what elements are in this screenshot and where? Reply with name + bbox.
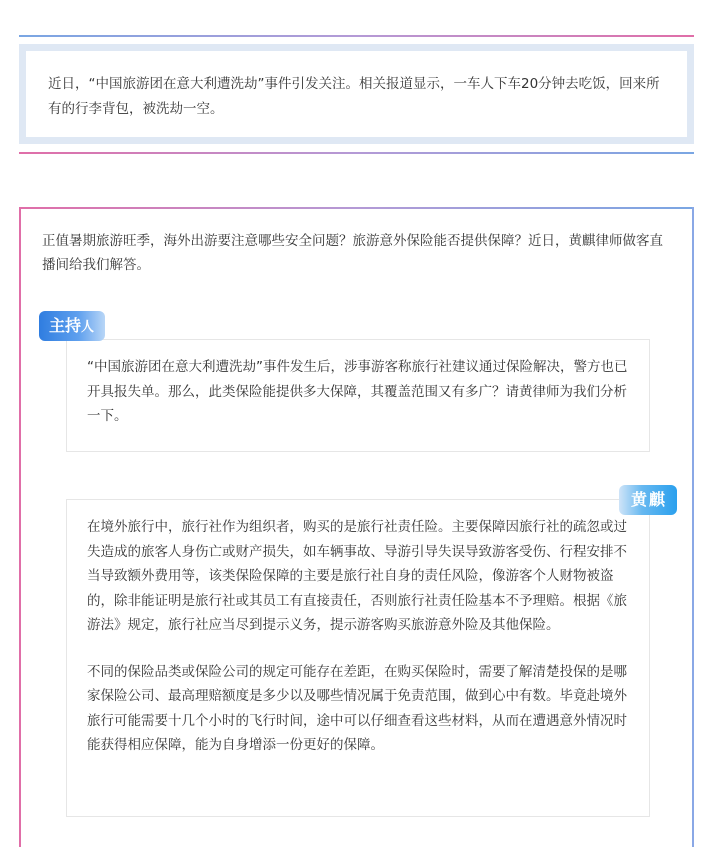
intro-section bbox=[19, 35, 694, 155]
intro-frame bbox=[19, 44, 694, 144]
lawyer-answer-paragraph-2: 不同的保险品类或保险公司的规定可能存在差距，在购买保险时，需要了解清楚投保的是哪家保险公司、最高理赔额度是多少以及哪些情况属于免责范围，做到心中有数。毕竟赴境外旅行可能需要十几个小时的飞行时间，途中可以仔细查看这些材料，从而在遭遇意外情况时能获得相应保障，能为自身增添一份更好的保障。 bbox=[87, 663, 627, 753]
host-badge-label-small: 人 bbox=[81, 320, 95, 335]
lead-paragraph: 正值暑期旅游旺季，海外出游要注意哪些安全问题？旅游意外保险能否提供保障？近日，黄麒律师做客直播间给我们解答。 bbox=[42, 233, 663, 273]
host-question-text: “中国旅游团在意大利遭洗劫”事件发生后，涉事游客称旅行社建议通过保险解决，警方也已开具报失单。那么，此类保险能提供多大保障，其覆盖范围又有多广？请黄律师为我们分析一下。 bbox=[87, 359, 628, 424]
intro-text: 近日，“中国旅游团在意大利遭洗劫”事件引发关注。相关报道显示，一车人下车20分钟去吃饭，回来所有的行李背包，被洗劫一空。 bbox=[26, 51, 687, 137]
host-badge bbox=[39, 311, 105, 341]
intro-bottom-divider bbox=[19, 152, 694, 154]
lawyer-answer-paragraph-1: 在境外旅行中，旅行社作为组织者，购买的是旅行社责任险。主要保障因旅行社的疏忽或过失造成的旅客人身伤亡或财产损失，如车辆事故、导游引导失误导致游客受伤、行程安排不当导致额外费用等，该类保险保障的主要是旅行社自身的责任风险，像游客个人财物被盗的，除非能证明是旅行社或其员工有直接责任，否则旅行社责任险基本不予理赔。根据《旅游法》规定，旅行社应当尽到提示义务，提示游客购买旅游意外险及其他保险。 bbox=[87, 519, 627, 633]
lawyer-badge: 黄麒 bbox=[619, 485, 677, 515]
host-question-box bbox=[66, 339, 650, 452]
intro-top-divider bbox=[19, 35, 694, 37]
lawyer-answer-box bbox=[66, 499, 650, 817]
interview-section bbox=[19, 207, 694, 847]
host-badge-label: 主持 bbox=[49, 316, 82, 335]
